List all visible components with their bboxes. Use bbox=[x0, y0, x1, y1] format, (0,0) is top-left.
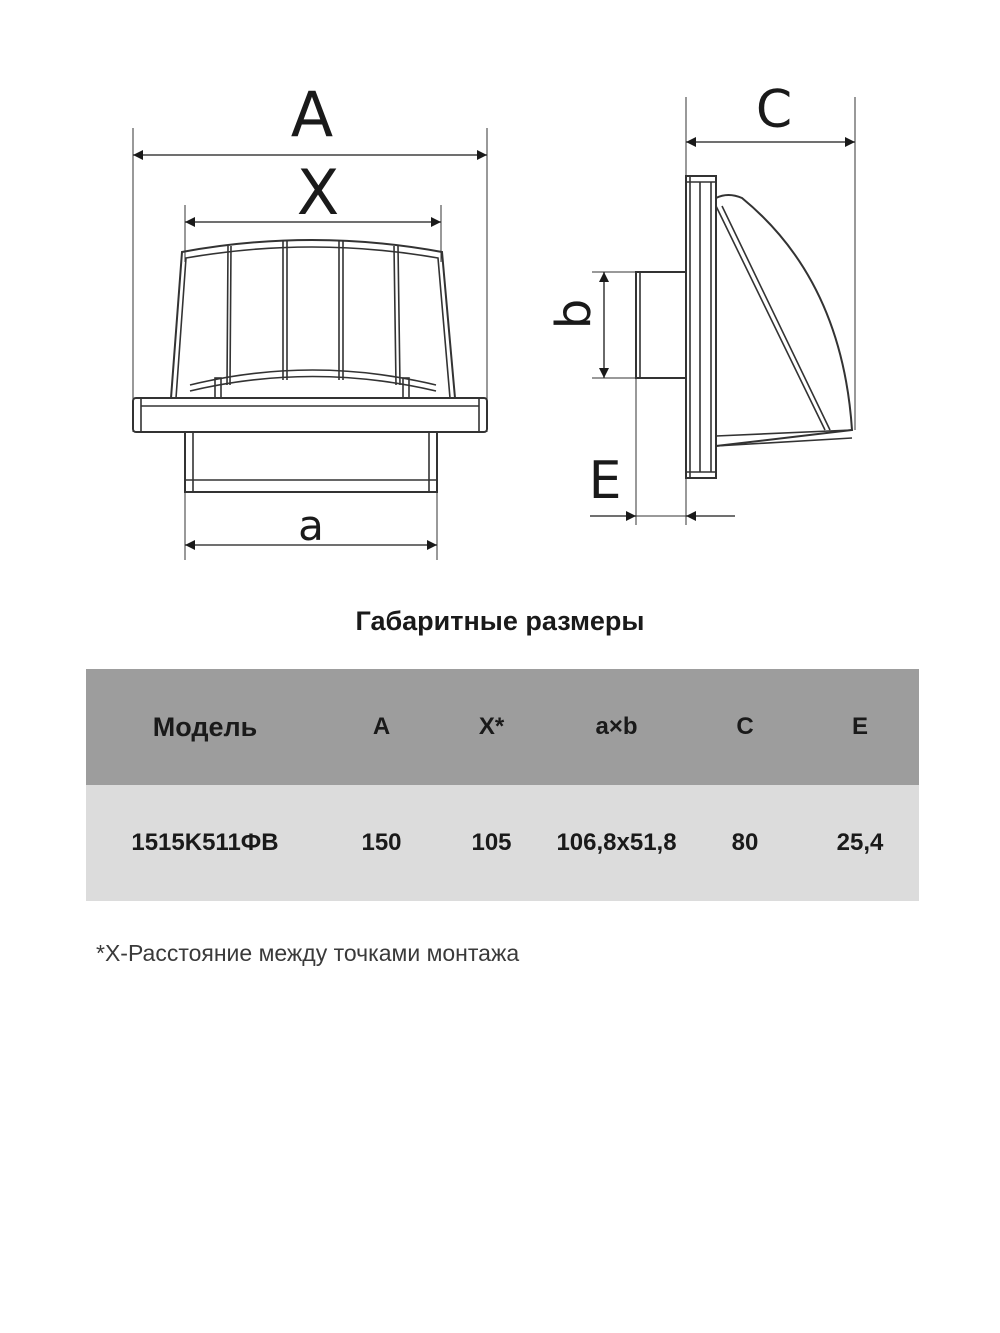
footnote: *X-Расстояние между точками монтажа bbox=[96, 940, 520, 966]
dimensions-table bbox=[86, 669, 919, 901]
label-b: b bbox=[546, 298, 602, 330]
side-dimensions bbox=[590, 142, 855, 516]
label-A: A bbox=[290, 78, 334, 151]
header-model: Модель bbox=[152, 711, 258, 742]
cell-A: 150 bbox=[361, 829, 402, 856]
header-axb: a×b bbox=[595, 713, 638, 740]
table-row bbox=[86, 785, 919, 901]
side-view bbox=[592, 97, 855, 525]
label-C: C bbox=[755, 80, 793, 140]
cell-E: 25,4 bbox=[836, 829, 884, 856]
table-header-row bbox=[86, 669, 919, 785]
label-a: a bbox=[298, 501, 324, 550]
cell-axb: 106,8x51,8 bbox=[556, 829, 677, 856]
label-E: E bbox=[588, 451, 622, 511]
section-title: Габаритные размеры bbox=[355, 606, 645, 636]
cell-model: 1515K511ФВ bbox=[131, 829, 279, 856]
header-E: E bbox=[851, 713, 868, 740]
dimension-drawing bbox=[0, 0, 1000, 580]
header-C: C bbox=[736, 713, 754, 740]
label-X: X bbox=[296, 156, 340, 229]
header-A: A bbox=[372, 713, 391, 740]
header-X: X* bbox=[478, 713, 505, 740]
cell-C: 80 bbox=[731, 829, 759, 856]
cell-X: 105 bbox=[471, 829, 512, 856]
